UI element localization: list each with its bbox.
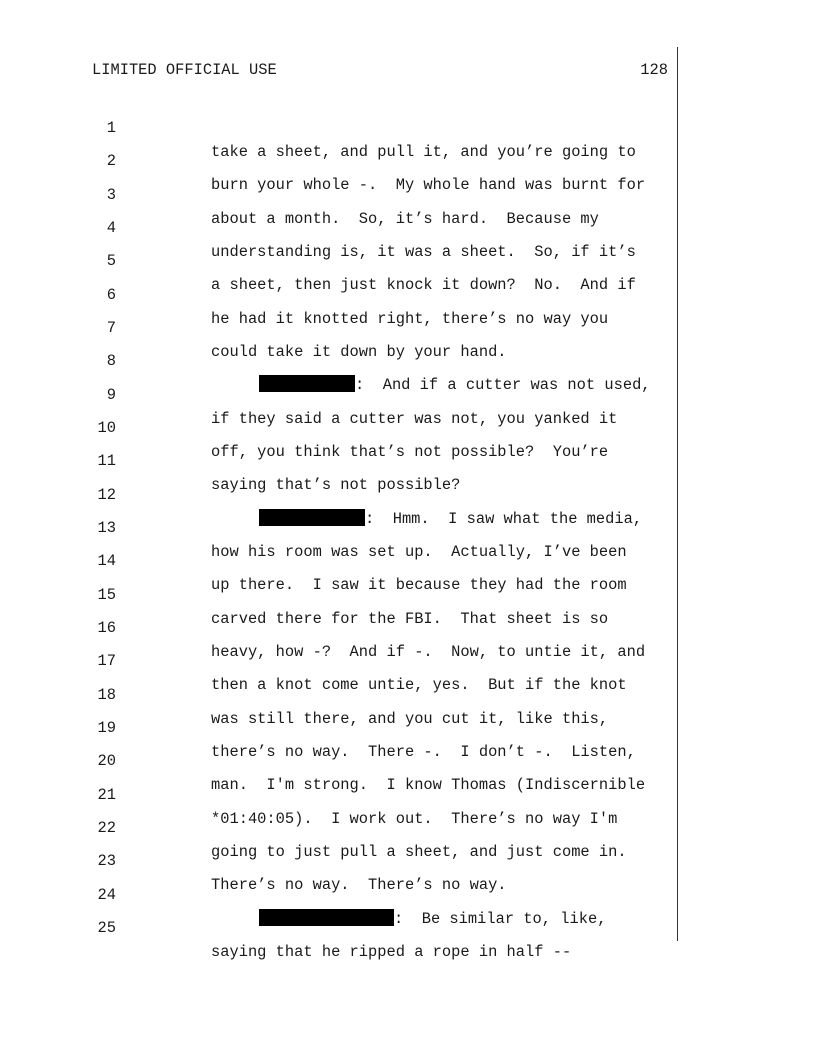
speaker-turn	[259, 373, 651, 397]
line-number: 20	[97, 752, 116, 770]
line-text: saying that he ripped a rope in half --	[211, 943, 572, 961]
line-text: There’s no way. There’s no way.	[211, 876, 507, 894]
line-text: : Be similar to, like,	[394, 910, 607, 928]
line-text: then a knot come untie, yes. But if the knot	[211, 676, 627, 694]
speaker-turn	[259, 907, 606, 931]
speaker-redaction	[259, 375, 355, 392]
line-number: 16	[97, 619, 116, 637]
line-number: 24	[97, 886, 116, 904]
line-text: if they said a cutter was not, you yanked it	[211, 410, 618, 428]
speaker-redaction	[259, 909, 394, 926]
line-number: 5	[106, 252, 116, 270]
line-number: 13	[97, 519, 116, 537]
line-number: 10	[97, 419, 116, 437]
line-number: 1	[106, 119, 116, 137]
line-number: 2	[106, 152, 116, 170]
line-text: : And if a cutter was not used,	[355, 376, 651, 394]
line-text: burn your whole -. My whole hand was burnt for	[211, 176, 646, 194]
line-number: 25	[97, 919, 116, 937]
line-text: : Hmm. I saw what the media,	[365, 510, 643, 528]
line-text: off, you think that’s not possible? You’re	[211, 443, 609, 461]
line-text: take a sheet, and pull it, and you’re going to	[211, 143, 636, 161]
line-text: there’s no way. There -. I don’t -. Listen,	[211, 743, 636, 761]
line-number: 7	[106, 319, 116, 337]
line-number: 23	[97, 852, 116, 870]
line-number: 19	[97, 719, 116, 737]
line-number: 22	[97, 819, 116, 837]
line-text: going to just pull a sheet, and just come in.	[211, 843, 627, 861]
line-text: man. I'm strong. I know Thomas (Indiscernible	[211, 776, 646, 794]
line-number: 8	[106, 352, 116, 370]
transcript-line	[0, 92, 636, 161]
line-number: 9	[106, 386, 116, 404]
line-number: 14	[97, 552, 116, 570]
line-number: 21	[97, 786, 116, 804]
line-text: heavy, how -? And if -. Now, to untie it, and	[211, 643, 646, 661]
line-number: 17	[97, 652, 116, 670]
right-margin-rule	[677, 47, 678, 941]
classification-header: LIMITED OFFICIAL USE	[92, 61, 277, 79]
line-text: about a month. So, it’s hard. Because my	[211, 210, 599, 228]
line-text: understanding is, it was a sheet. So, if it’s	[211, 243, 636, 261]
line-number: 12	[97, 486, 116, 504]
line-text: was still there, and you cut it, like this,	[211, 710, 609, 728]
line-text: saying that’s not possible?	[211, 476, 461, 494]
line-text: he had it knotted right, there’s no way you	[211, 310, 609, 328]
line-text: *01:40:05). I work out. There’s no way I'm	[211, 810, 618, 828]
line-text: up there. I saw it because they had the room	[211, 576, 627, 594]
line-text: could take it down by your hand.	[211, 343, 507, 361]
line-number: 15	[97, 586, 116, 604]
line-number: 3	[106, 186, 116, 204]
line-number: 18	[97, 686, 116, 704]
line-number: 6	[106, 286, 116, 304]
line-text: a sheet, then just knock it down? No. And if	[211, 276, 636, 294]
speaker-turn	[259, 507, 642, 531]
line-text: how his room was set up. Actually, I’ve been	[211, 543, 627, 561]
page-number: 128	[640, 61, 668, 79]
line-text: carved there for the FBI. That sheet is so	[211, 610, 609, 628]
line-number: 11	[97, 452, 116, 470]
speaker-redaction	[259, 509, 365, 526]
line-number: 4	[106, 219, 116, 237]
